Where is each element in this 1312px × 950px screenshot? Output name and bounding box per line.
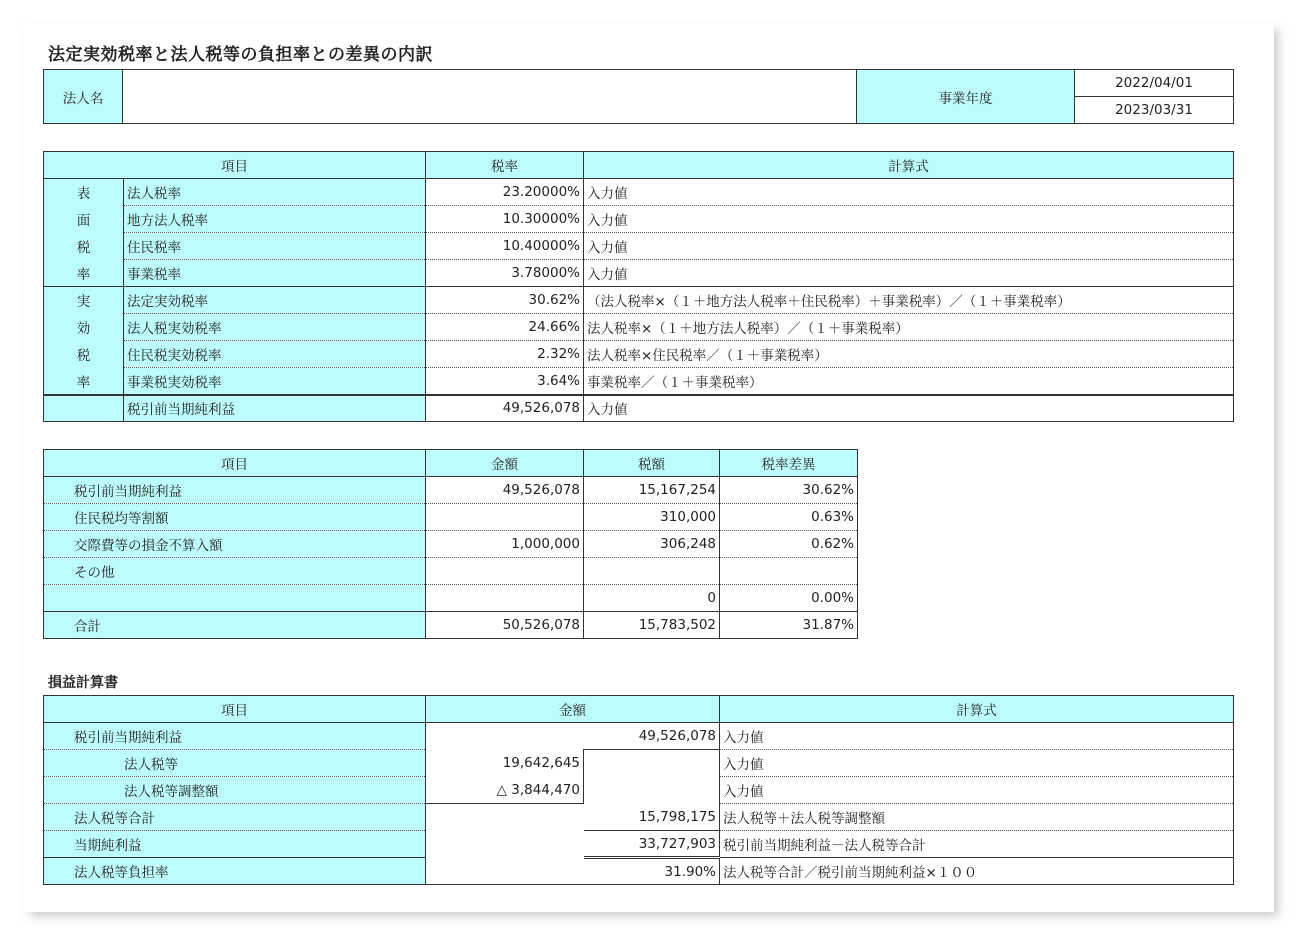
pl-row-item: 法人税等調整額: [44, 777, 426, 804]
rate-item: 住民税率: [124, 233, 426, 260]
rate-formula: （法人税率×（１＋地方法人税率＋住民税率）＋事業税率）／（１＋事業税率）: [584, 287, 1234, 314]
rate-formula: 法人税率×住民税率／（１＋事業税率）: [584, 341, 1234, 368]
diff-row-item: その他: [44, 558, 426, 585]
report-title: 法定実効税率と法人税等の負担率との差異の内訳: [48, 45, 433, 65]
pl-row-main: [584, 777, 720, 804]
surface-rate-char: 率: [44, 260, 124, 287]
rate-value[interactable]: 10.30000%: [426, 206, 584, 233]
pretax-income-item: 税引前当期純利益: [124, 395, 426, 422]
rate-formula: 入力値: [584, 179, 1234, 206]
diff-row-item[interactable]: [44, 585, 426, 612]
pl-row-formula: 入力値: [720, 777, 1234, 804]
rate-item: 法人税実効税率: [124, 314, 426, 341]
rate-formula: 入力値: [584, 260, 1234, 287]
pl-row-sub[interactable]: 19,642,645: [426, 750, 584, 777]
rate-formula: 事業税率／（１＋事業税率）: [584, 368, 1234, 395]
rate-formula: 法人税率×（１＋地方法人税率）／（１＋事業税率）: [584, 314, 1234, 341]
pl-row-item: 法人税等合計: [44, 804, 426, 831]
rate-value[interactable]: 10.40000%: [426, 233, 584, 260]
period-end[interactable]: 2023/03/31: [1075, 97, 1234, 124]
diff-total-item: 合計: [44, 612, 426, 639]
pl-row-sub: [426, 723, 584, 750]
diff-row-tax: [584, 558, 720, 585]
diff-row-amount[interactable]: [426, 504, 584, 531]
rate-item: 住民税実効税率: [124, 341, 426, 368]
pl-header-formula: 計算式: [720, 696, 1234, 723]
diff-row-tax[interactable]: 310,000: [584, 504, 720, 531]
diff-row-amount[interactable]: [426, 558, 584, 585]
rates-header-formula: 計算式: [584, 152, 1234, 179]
pl-header-item: 項目: [44, 696, 426, 723]
rate-item: 事業税実効税率: [124, 368, 426, 395]
rate-item: 事業税率: [124, 260, 426, 287]
header-table: [43, 69, 1234, 124]
diff-header-tax: 税額: [584, 450, 720, 477]
pl-row-main: 15,798,175: [584, 804, 720, 831]
pl-row-formula: 法人税等合計／税引前当期純利益×１００: [720, 858, 1234, 885]
rate-formula: 入力値: [584, 206, 1234, 233]
income-statement-title: 損益計算書: [48, 675, 118, 691]
diff-row-item: 交際費等の損金不算入額: [44, 531, 426, 558]
tax-difference-table: [43, 449, 858, 639]
fiscal-year-label: 事業年度: [857, 70, 1075, 124]
diff-row-rate: 0.00%: [720, 585, 858, 612]
rate-item: 地方法人税率: [124, 206, 426, 233]
income-statement-table: [43, 695, 1234, 885]
pretax-income-formula: 入力値: [584, 395, 1234, 422]
diff-row-tax: 0: [584, 585, 720, 612]
rate-value: 30.62%: [426, 287, 584, 314]
corp-name-value[interactable]: [123, 70, 857, 124]
rate-value: 24.66%: [426, 314, 584, 341]
surface-rate-char: 税: [44, 233, 124, 260]
effective-rate-char: 税: [44, 341, 124, 368]
pl-row-formula: 入力値: [720, 750, 1234, 777]
diff-row-item: 住民税均等割額: [44, 504, 426, 531]
surface-rate-char: 面: [44, 206, 124, 233]
pl-header-amount: 金額: [426, 696, 720, 723]
pl-row-main: [584, 750, 720, 777]
diff-row-amount: 49,526,078: [426, 477, 584, 504]
diff-row-rate: 0.62%: [720, 531, 858, 558]
rate-value[interactable]: 3.78000%: [426, 260, 584, 287]
diff-row-amount[interactable]: 1,000,000: [426, 531, 584, 558]
surface-rate-char: 表: [44, 179, 124, 206]
pl-row-main: 49,526,078: [584, 723, 720, 750]
pl-row-sub: [426, 831, 584, 858]
pl-row-item: 法人税等: [44, 750, 426, 777]
pl-row-formula: 入力値: [720, 723, 1234, 750]
diff-header-item: 項目: [44, 450, 426, 477]
diff-row-item: 税引前当期純利益: [44, 477, 426, 504]
diff-total-rate: 31.87%: [720, 612, 858, 639]
rate-value: 2.32%: [426, 341, 584, 368]
pl-row-item: 税引前当期純利益: [44, 723, 426, 750]
period-start[interactable]: 2022/04/01: [1075, 70, 1234, 97]
corp-name-label: 法人名: [44, 70, 123, 124]
pl-row-item: 当期純利益: [44, 831, 426, 858]
rates-header-item: 項目: [44, 152, 426, 179]
pl-row-formula: 税引前当期純利益－法人税等合計: [720, 831, 1234, 858]
pl-row-formula: 法人税等＋法人税等調整額: [720, 804, 1234, 831]
diff-row-rate: [720, 558, 858, 585]
pl-row-main: 31.90%: [584, 858, 720, 885]
rate-item: 法定実効税率: [124, 287, 426, 314]
diff-row-tax: 306,248: [584, 531, 720, 558]
effective-rate-char: 率: [44, 368, 124, 395]
pl-row-item: 法人税等負担率: [44, 858, 426, 885]
effective-rate-char: 実: [44, 287, 124, 314]
rate-value[interactable]: 23.20000%: [426, 179, 584, 206]
rate-item: 法人税率: [124, 179, 426, 206]
rates-header-rate: 税率: [426, 152, 584, 179]
diff-header-rate-diff: 税率差異: [720, 450, 858, 477]
pl-row-sub[interactable]: △ 3,844,470: [426, 777, 584, 804]
pretax-income-value[interactable]: 49,526,078: [426, 395, 584, 422]
effective-rate-char: 効: [44, 314, 124, 341]
pl-row-sub: [426, 804, 584, 831]
diff-total-amount: 50,526,078: [426, 612, 584, 639]
tax-rates-table: [43, 151, 1234, 422]
diff-row-amount[interactable]: [426, 585, 584, 612]
rate-formula: 入力値: [584, 233, 1234, 260]
diff-row-tax: 15,167,254: [584, 477, 720, 504]
diff-row-rate: 30.62%: [720, 477, 858, 504]
rate-value: 3.64%: [426, 368, 584, 395]
diff-total-tax: 15,783,502: [584, 612, 720, 639]
pl-row-sub: [426, 858, 584, 885]
diff-header-amount: 金額: [426, 450, 584, 477]
pl-row-main: 33,727,903: [584, 831, 720, 858]
diff-row-rate: 0.63%: [720, 504, 858, 531]
